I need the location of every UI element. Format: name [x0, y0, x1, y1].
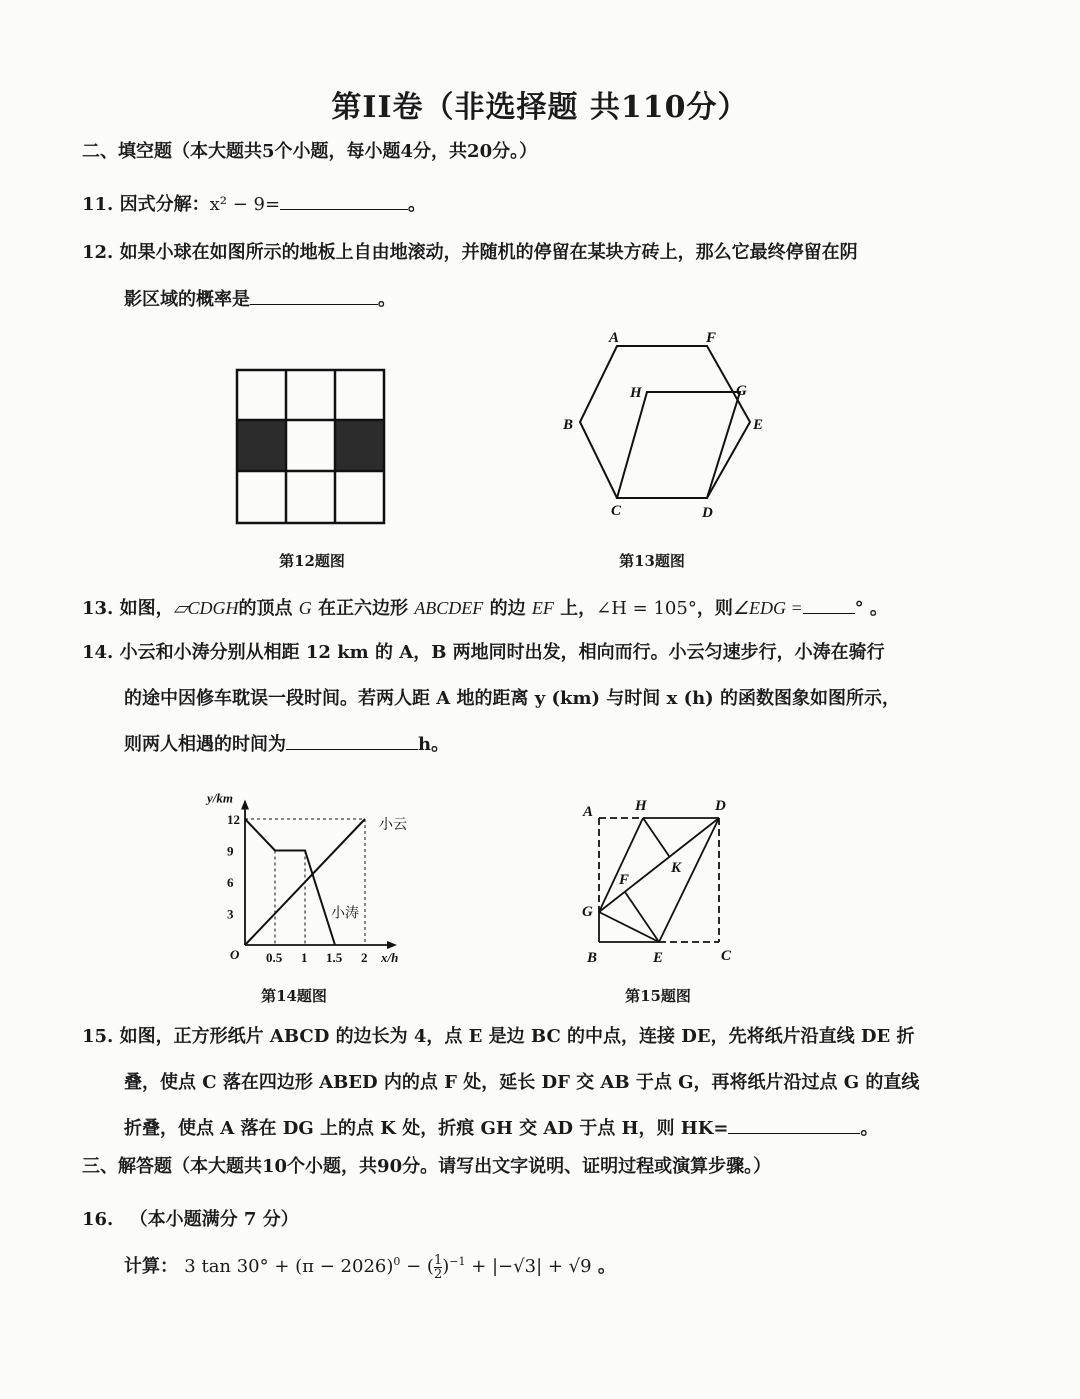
- question-12-line-1: [82, 238, 858, 264]
- question-14-line-1: [82, 638, 885, 664]
- parallelogram-cdgh: [617, 392, 740, 498]
- label-a: A: [609, 330, 620, 346]
- series-label-xiaoyun: 小云: [379, 818, 407, 833]
- label-h: H: [630, 385, 642, 401]
- label-d: D: [702, 505, 713, 521]
- x-tick-label: 0.5: [266, 950, 283, 965]
- q16-math: [184, 1252, 592, 1282]
- q15-answer-blank[interactable]: [728, 1133, 860, 1134]
- figure-14-chart: [195, 770, 415, 970]
- q13-parallelogram: ▱CDGH: [173, 598, 239, 618]
- question-15-line-3: [124, 1114, 878, 1140]
- q11-answer-blank[interactable]: [280, 209, 408, 210]
- label-c: C: [721, 948, 732, 964]
- label-c: C: [611, 503, 622, 519]
- q14-unit: h。: [418, 734, 450, 755]
- line-de: [659, 818, 719, 942]
- figure-14-caption: 第14题图: [261, 987, 327, 1005]
- y-axis-label: y/km: [207, 790, 233, 806]
- q15-number: 15.: [82, 1026, 114, 1047]
- q12-answer-blank[interactable]: [250, 304, 378, 305]
- q16-term-3: ): [442, 1256, 450, 1277]
- label-f: F: [619, 872, 630, 888]
- q16-term-1: 3 tan 30° + (π − 2026): [184, 1256, 394, 1277]
- hexagon-abcdef: [580, 346, 750, 498]
- q14-answer-blank[interactable]: [286, 749, 418, 750]
- q13-part-4: 的边: [489, 598, 526, 619]
- q13-part-6: ，则: [696, 598, 733, 619]
- section-3-heading: 三、解答题（本大题共10个小题，共90分。请写出文字说明、证明过程或演算步骤。）: [82, 1156, 772, 1177]
- q16-term-4: + |−√3| + √9: [465, 1256, 592, 1277]
- label-k: K: [671, 860, 682, 876]
- q13-part-5: 上，: [560, 598, 597, 619]
- q13-hexagon: ABCDEF: [414, 598, 484, 618]
- q13-part-3: 在正六边形: [318, 598, 409, 619]
- figure-12-caption: 第12题图: [279, 552, 345, 570]
- label-b: B: [563, 417, 574, 433]
- question-15-line-2: 叠，使点 C 落在四边形 ABED 内的点 F 处，延长 DF 交 AB 于点 G，再将纸片沿过点 G 的直线: [124, 1072, 920, 1093]
- q13-part-1: 如图，: [119, 598, 174, 619]
- section-2-heading: 二、填空题（本大题共5个小题，每小题4分，共20分。）: [82, 141, 538, 162]
- q12-line-2: 影区域的概率是: [124, 289, 250, 310]
- q15-end: 。: [860, 1118, 879, 1139]
- q13-ask: ∠EDG =: [732, 598, 803, 618]
- figure-15-square: [575, 792, 745, 967]
- x-tick-label: 1.5: [326, 950, 343, 965]
- question-12-line-2: [124, 285, 396, 311]
- q16-fraction: [434, 1254, 442, 1281]
- y-tick-label: 9: [227, 843, 234, 859]
- label-f: F: [706, 330, 717, 346]
- q13-angle-h: ∠H = 105°: [596, 598, 697, 619]
- q13-answer-blank[interactable]: [803, 613, 855, 614]
- q12-end: 。: [378, 289, 396, 310]
- y-tick-label: 6: [227, 875, 234, 890]
- question-14-line-3: [124, 730, 449, 756]
- question-11: [82, 190, 426, 216]
- figure-15-caption: 第15题图: [625, 987, 691, 1005]
- page-title: 第II卷（非选择题 共110分）: [331, 90, 749, 125]
- q13-end: 。: [869, 598, 888, 619]
- y-tick-label: 3: [227, 906, 234, 922]
- q16-number: 16.: [82, 1209, 114, 1230]
- origin-label: O: [230, 947, 240, 962]
- line-dg: [599, 818, 719, 912]
- grid-cell-shaded-right: [335, 420, 384, 471]
- q11-number: 11.: [82, 194, 114, 215]
- y-tick-label: 12: [227, 812, 240, 827]
- label-b: B: [587, 950, 598, 966]
- q13-part-2: 的顶点: [238, 598, 293, 619]
- figure-13-hexagon: [560, 322, 770, 522]
- q16-exponent-minus-1: −1: [449, 1255, 466, 1268]
- x-tick-label: 2: [361, 950, 368, 965]
- q15-line-3: 折叠，使点 A 落在 DG 上的点 K 处，折痕 GH 交 AD 于点 H，则 HK=: [124, 1118, 729, 1139]
- q14-number: 14.: [82, 642, 114, 663]
- label-e: E: [653, 950, 664, 966]
- q16-term-2: − (: [400, 1256, 434, 1277]
- q13-number: 13.: [82, 598, 114, 619]
- q16-fraction-numerator: 1: [433, 1252, 443, 1268]
- q13-point-g: G: [298, 598, 312, 618]
- question-15-line-1: [82, 1022, 915, 1048]
- q11-end: 。: [408, 194, 427, 215]
- question-16-header: [82, 1205, 299, 1231]
- q16-label: 计算：: [124, 1256, 178, 1277]
- figure-12-floor-grid: [232, 366, 392, 528]
- q13-edge-ef: EF: [531, 598, 554, 618]
- q12-line-1: 如果小球在如图所示的地板上自由地滚动，并随机的停留在某块方砖上，那么它最终停留在阴: [119, 242, 858, 263]
- question-13: [82, 594, 888, 620]
- line-hk: [643, 818, 669, 856]
- question-14-line-2: 的途中因修车耽误一段时间。若两人距 A 地的距离 y (km) 与时间 x (h) 的函数图象如图所示，: [124, 688, 900, 709]
- q16-note: （本小题满分 7 分）: [129, 1209, 299, 1230]
- x-axis-arrow: [387, 941, 397, 949]
- q12-number: 12.: [82, 242, 114, 263]
- x-tick-label: 1: [301, 950, 308, 965]
- label-h: H: [635, 798, 647, 814]
- figure-13-caption: 第13题图: [619, 552, 685, 570]
- series-line-xiaotao: [245, 819, 335, 945]
- line-ge: [599, 912, 659, 942]
- q16-fraction-denominator: 2: [433, 1266, 443, 1282]
- q14-line-1: 小云和小涛分别从相距 12 km 的 A，B 两地同时出发，相向而行。小云匀速步行，小涛在骑行: [119, 642, 885, 663]
- grid-cell-shaded-left: [237, 420, 286, 471]
- q13-degree: °: [854, 598, 864, 619]
- label-e: E: [753, 417, 764, 433]
- line-gh: [599, 818, 643, 912]
- series-label-xiaotao: 小涛: [331, 906, 359, 922]
- y-axis-arrow: [241, 800, 249, 810]
- question-16-expression: [124, 1252, 616, 1281]
- q11-text: 因式分解：: [119, 194, 210, 215]
- q16-end: 。: [597, 1256, 616, 1277]
- q16-exponent-0: 0: [393, 1255, 401, 1268]
- label-g: G: [582, 904, 593, 920]
- label-a: A: [583, 804, 594, 820]
- label-g: G: [736, 383, 747, 399]
- q15-line-1: 如图，正方形纸片 ABCD 的边长为 4，点 E 是边 BC 的中点，连接 DE，先将纸片沿直线 DE 折: [119, 1026, 915, 1047]
- label-d: D: [715, 798, 726, 814]
- q14-line-3: 则两人相遇的时间为: [124, 734, 286, 755]
- q11-expression: x² − 9=: [209, 194, 281, 215]
- x-axis-label: x/h: [381, 950, 399, 965]
